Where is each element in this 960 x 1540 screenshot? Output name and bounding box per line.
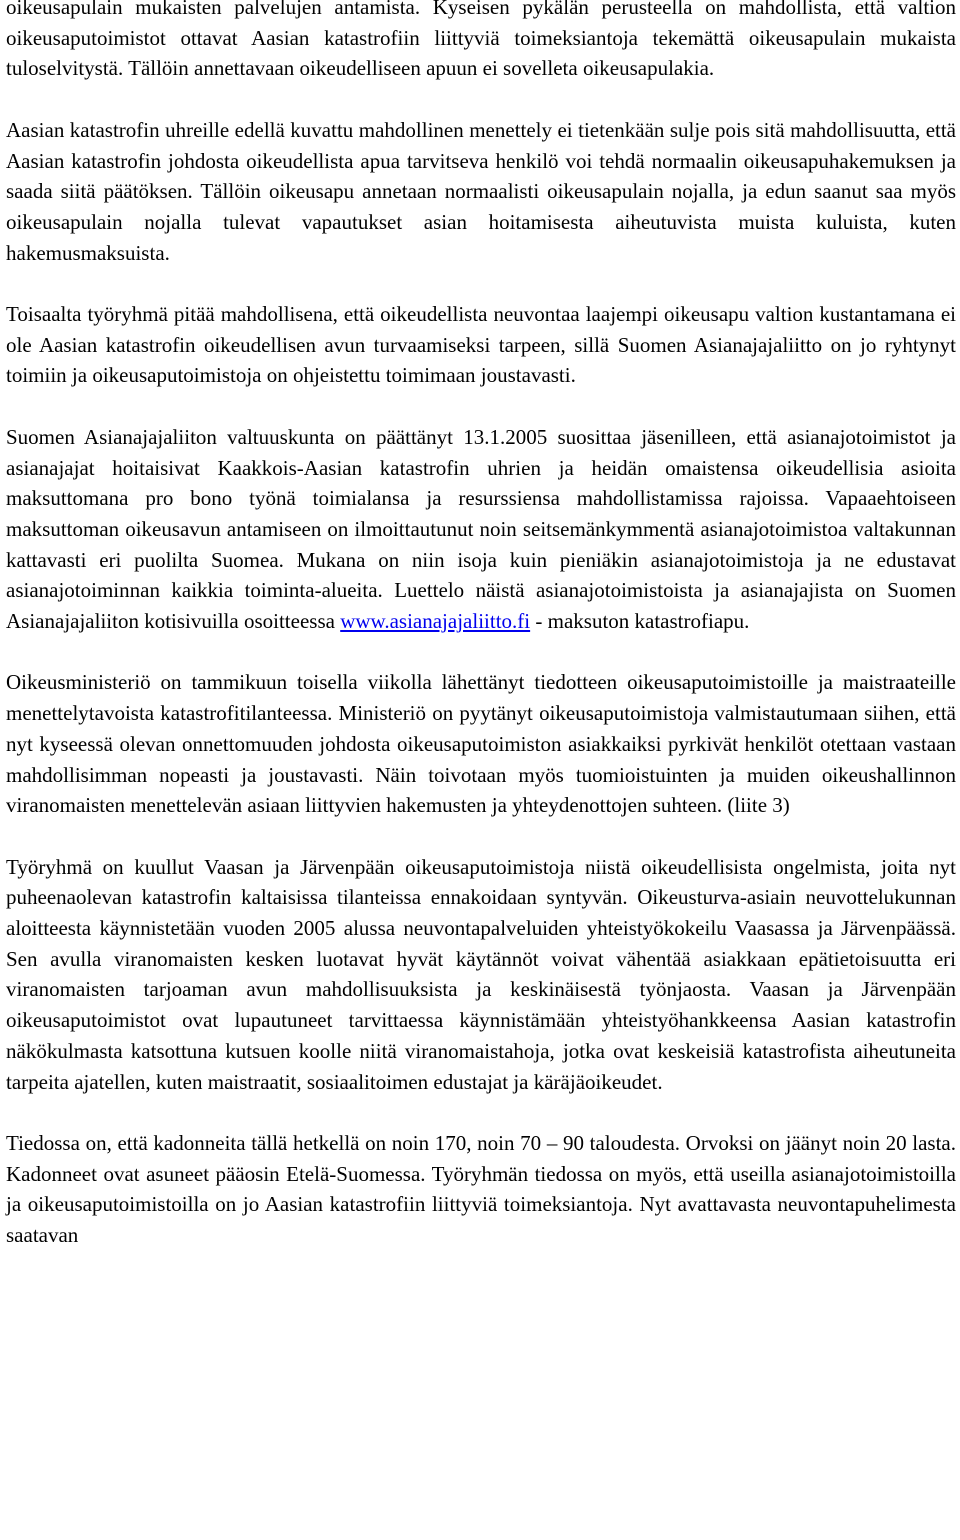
bar-association-text-end: - maksuton katastrofiapu. (530, 609, 750, 634)
paragraph-missing-persons: Tiedossa on, että kadonneita tällä hetkellä on noin 170, noin 70 – 90 taloudesta. Orvoksi on jäänyt noin 20 lasta. Kadonneet ovat asuneet pääosin Etelä-Suomessa. Työryhmän tiedossa on myös, että useilla asianajotoimistoilla ja oikeusaputoimistoilla on jo Aasian katastrofiin liittyviä toimeksiantoja. Nyt avattavasta neuvontapuhelimesta saatavan (6, 1130, 956, 1248)
paragraph-working-group-view: Toisaalta työryhmä pitää mahdollisena, että oikeudellista neuvontaa laajempi oikeusapu valtion kustantamana ei ole Aasian katastrofin oikeudellisen avun turvaamiseksi tarpeen, sillä Suomen Asianajajaliitto on jo ryhtynyt toimiin ja oikeusaputoimistoja on ohjeistettu toimimaan joustavasti. (6, 302, 956, 388)
paragraph-vaasa-jarvenpaa: Työryhmä on kuullut Vaasan ja Järvenpään oikeusaputoimistoja niistä oikeudellisista ongelmista, joita nyt puheenaolevan katastrofin kaltaisissa tilanteissa ennakoidaan syntyvän. Oikeusturva-asiain neuvottelukunnan aloitteesta käynnistetään vuoden 2005 alussa neuvontapalveluiden yhteistyökokeilu Vaasassa ja Järvenpäässä. Sen avulla viranomaisten kesken luotavat hyvät käytännöt voivat vähentää asiakkaan epätietoisuutta eri viranomaisten tarjoaman avun mahdollisuuksista ja keskinäisestä työnjaosta. Vaasan ja Järvenpään oikeusaputoimistot ovat lupautuneet tarvittaessa käynnistämään yhteistyöhankkeensa Aasian katastrofin näkökulmasta katsottuna kutsuen koolle niitä viranomaistahoja, jotka ovat keskeisiä katastrofista aiheutuneita tarpeita ajatellen, kuten maistraatit, sosiaalitoimen edustajat ja käräjäoikeudet. (6, 854, 956, 1094)
paragraph-legal-aid-act: oikeusapulain mukaisten palvelujen antamista. Kyseisen pykälän perusteella on mahdollista, että valtion oikeusaputoimistot ottavat Aasian katastrofiin liittyviä toimeksiantoja tekemättä oikeusapulain mukaista tuloselvitystä. Tällöin annettavaan oikeudelliseen apuun ei sovelleta oikeusapulakia. (6, 0, 956, 81)
paragraph-normal-application: Aasian katastrofin uhreille edellä kuvattu mahdollinen menettely ei tietenkään sulje pois sitä mahdollisuutta, että Aasian katastrofin johdosta oikeudellista apua tarvitseva henkilö voi tehdä normaalin oikeusapuhakemuksen ja saada siitä päätöksen. Tällöin oikeusapu annetaan normaalisti oikeusapulain nojalla, ja edun saanut saa myös oikeusapulain nojalla tulevat vapautukset asian hoitamisesta aiheutuvista muista kuluista, kuten hakemusmaksuista. (6, 117, 956, 265)
bar-association-text: Suomen Asianajajaliiton valtuuskunta on päättänyt 13.1.2005 suosittaa jäsenilleen, että asianajotoimistot ja asianajajat hoitaisivat Kaakkois-Aasian katastrofin uhrien ja heidän omaistensa oikeudellisia asioita maksuttomana pro bono työnä toimialansa ja resurssiensa mahdollistamissa rajoissa. Vapaaehtoiseen maksuttoman oikeusavun antamiseen on ilmoittautunut noin seitsemänkymmentä asianajotoimistoa valtakunnan kattavasti eri puolilta Suomea. Mukana on niin isoja kuin pieniäkin asianajotoimistoja ja ne edustavat asianajotoiminnan kaikkia toiminta-alueita. Luettelo näistä asianajotoimistoista ja asianajajista on Suomen Asianajajaliiton kotisivuilla osoitteessa (6, 424, 956, 634)
bar-association-link[interactable]: www.asianajajaliitto.fi (340, 609, 531, 634)
paragraph-ministry-bulletin: Oikeusministeriö on tammikuun toisella viikolla lähettänyt tiedotteen oikeusaputoimistoille ja maistraateille menettelytavoista katastrofitilanteessa. Ministeriö on pyytänyt oikeusaputoimistoja valmistautumaan siihen, että nyt kyseessä olevan onnettomuuden johdosta oikeusaputoimiston asiakkaiksi pyrkivät henkilöt otettaan vastaan mahdollisimman nopeasti ja joustavasti. Näin toivotaan myös tuomioistuinten ja muiden oikeushallinnon viranomaisten menettelevän asiaan liittyvien hakemusten ja yhteydenottojen suhteen. (liite 3) (6, 670, 956, 818)
paragraph-bar-association (6, 422, 956, 637)
document-page (6, 0, 956, 1281)
